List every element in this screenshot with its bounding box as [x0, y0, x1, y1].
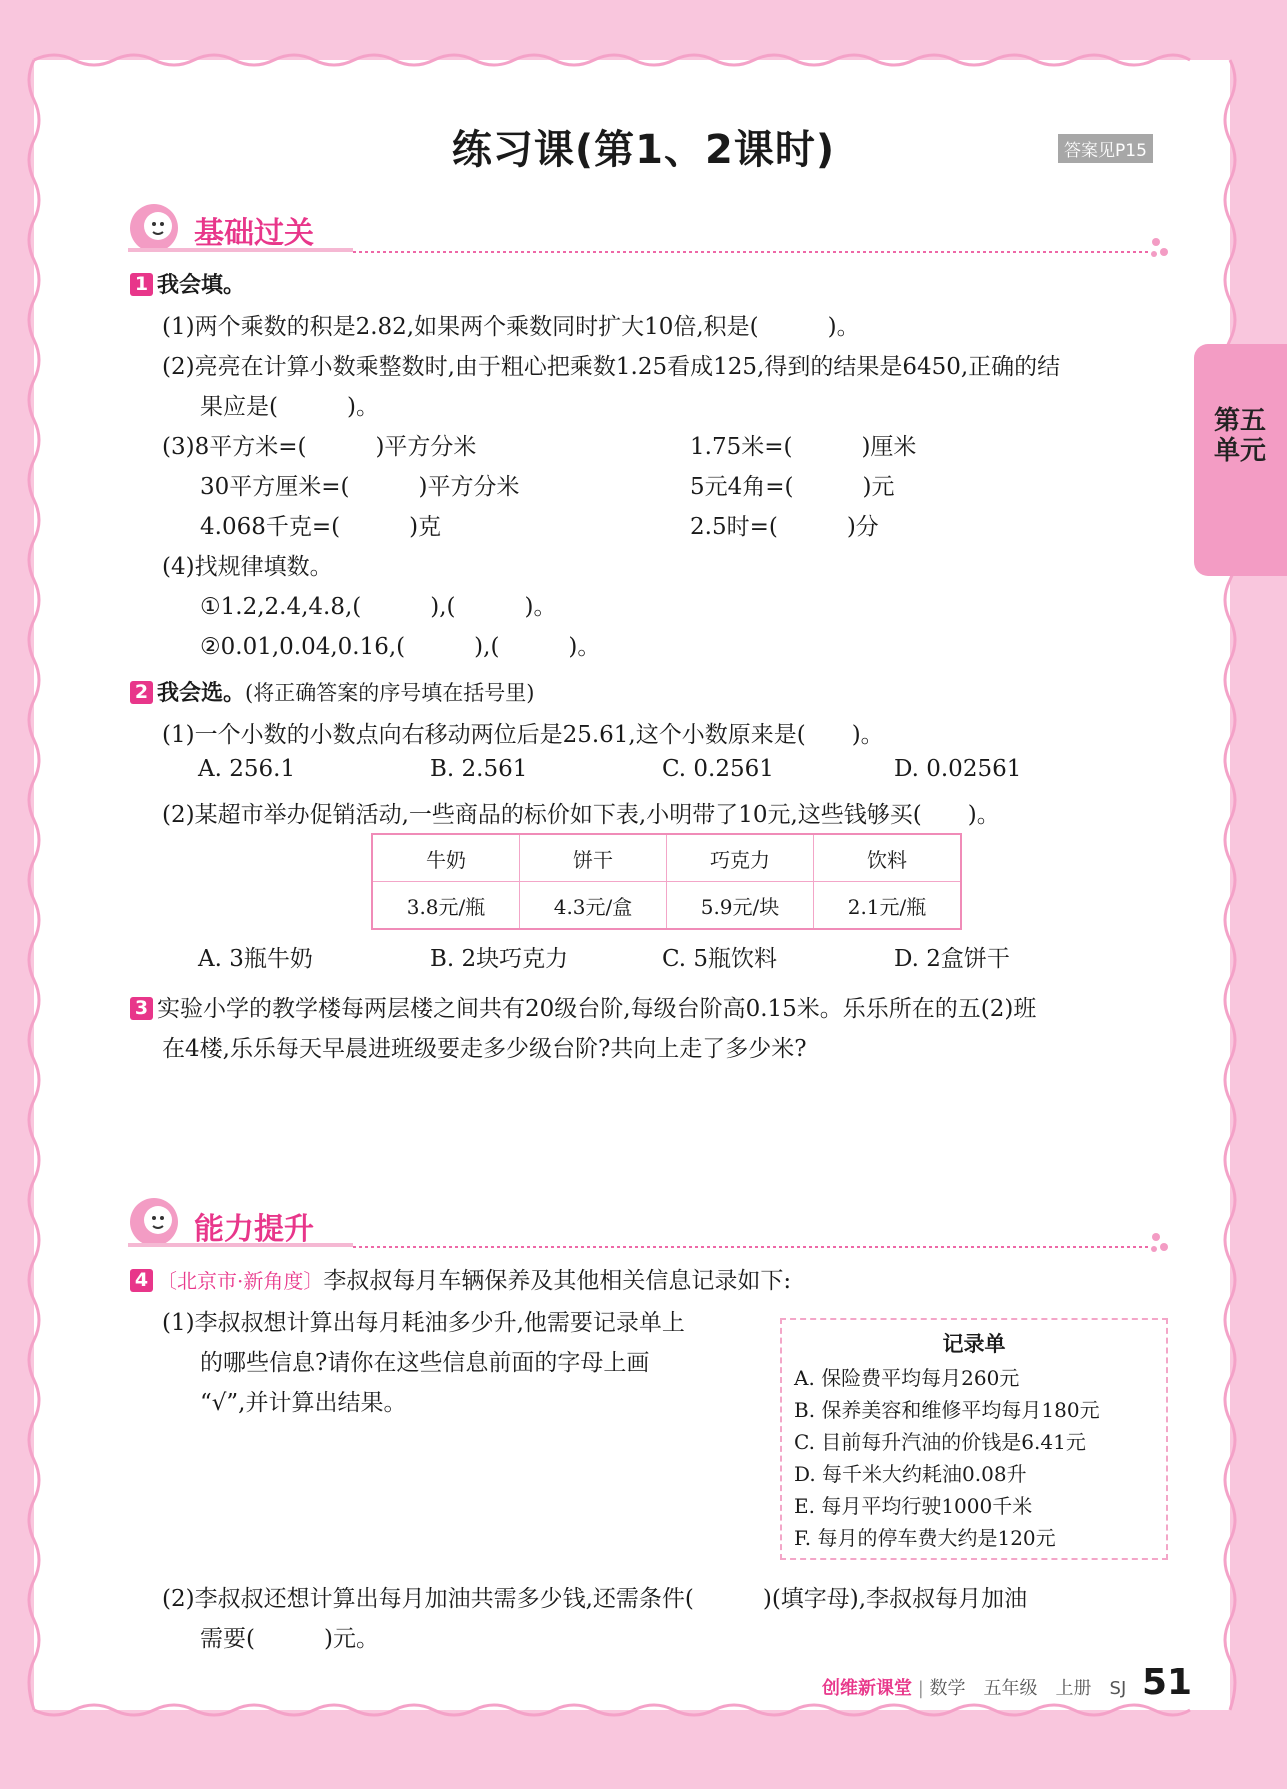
table-row — [372, 882, 961, 930]
question-1-title: 我会填。 — [157, 273, 246, 298]
mascot-icon — [128, 202, 180, 254]
unit-side-tab-label: 第五单元 — [1213, 406, 1266, 466]
page-title: 练习课(第1、2课时) — [451, 127, 836, 173]
q1-part1: (1)两个乘数的积是2.82,如果两个乘数同时扩大10倍,积是( )。 — [162, 314, 860, 340]
price-table — [371, 833, 962, 930]
q4-part1-line3: “√”,并计算出结果。 — [200, 1390, 407, 1416]
question-3-line2: 在4楼,乐乐每天早晨进班级要走多少级台阶?共向上走了多少米? — [162, 1036, 807, 1062]
footer-brand: 创维新课堂 — [822, 1678, 912, 1699]
page-number: 51 — [1142, 1662, 1193, 1703]
q2-part1-option-b: B. 2.561 — [430, 756, 528, 782]
q1-part3-a: (3)8平方米=( )平方分米 — [162, 434, 477, 460]
table-cell: 5.9元/块 — [667, 882, 814, 930]
q2-part1-option-a: A. 256.1 — [198, 756, 296, 782]
q1-part4: (4)找规律填数。 — [162, 554, 333, 580]
table-cell: 2.1元/瓶 — [814, 882, 962, 930]
question-2-note: (将正确答案的序号填在括号里) — [245, 681, 535, 705]
mascot-icon — [128, 1196, 180, 1248]
footer-course-info: 数学 五年级 上册 SJ — [929, 1678, 1127, 1699]
question-number-badge: 3 — [130, 997, 153, 1020]
q1-part3-d: 5元4角=( )元 — [690, 474, 895, 500]
record-sheet — [780, 1318, 1168, 1560]
section-divider — [128, 248, 1170, 260]
table-cell: 牛奶 — [372, 834, 520, 882]
question-4-tag: 〔北京市·新角度〕 — [157, 1269, 324, 1293]
record-item: C. 目前每升汽油的价钱是6.41元 — [794, 1430, 1086, 1454]
question-3-line1 — [130, 990, 1036, 1023]
q2-part2-option-d: D. 2盒饼干 — [894, 946, 1010, 972]
table-cell: 巧克力 — [667, 834, 814, 882]
section-title-advanced: 能力提升 — [194, 1212, 314, 1247]
q1-part3-e: 4.068千克=( )克 — [200, 514, 442, 540]
q4-part2-line2: 需要( )元。 — [200, 1626, 379, 1652]
question-2-title: 我会选。 — [157, 681, 246, 706]
q1-part3-f: 2.5时=( )分 — [690, 514, 879, 540]
q2-part2-option-b: B. 2块巧克力 — [430, 946, 569, 972]
q2-part2: (2)某超市举办促销活动,一些商品的标价如下表,小明带了10元,这些钱够买( )。 — [162, 802, 1000, 828]
record-item: D. 每千米大约耗油0.08升 — [794, 1462, 1027, 1486]
table-cell: 饼干 — [520, 834, 667, 882]
q2-part2-option-a: A. 3瓶牛奶 — [198, 946, 313, 972]
q1-part4-b: ②0.01,0.04,0.16,( ),( )。 — [200, 634, 601, 660]
record-item: E. 每月平均行驶1000千米 — [794, 1494, 1033, 1518]
footer-info: 创维新课堂 | 数学 五年级 上册 SJ — [822, 1678, 1127, 1699]
q4-part1-line1: (1)李叔叔想计算出每月耗油多少升,他需要记录单上 — [162, 1310, 685, 1336]
table-cell: 4.3元/盒 — [520, 882, 667, 930]
question-number-badge: 2 — [130, 681, 153, 704]
q1-part3-b: 1.75米=( )厘米 — [690, 434, 917, 460]
unit-side-tab — [1194, 344, 1287, 576]
q2-part1-option-d: D. 0.02561 — [894, 756, 1022, 782]
q4-part1-line2: 的哪些信息?请你在这些信息前面的字母上画 — [200, 1350, 650, 1376]
record-sheet-title: 记录单 — [942, 1332, 1006, 1356]
record-item: A. 保险费平均每月260元 — [794, 1366, 1020, 1390]
record-item: F. 每月的停车费大约是120元 — [794, 1526, 1056, 1550]
q2-part2-option-c: C. 5瓶饮料 — [662, 946, 778, 972]
q1-part2-line2: 果应是( )。 — [200, 394, 379, 420]
q1-part2-line1: (2)亮亮在计算小数乘整数时,由于粗心把乘数1.25看成125,得到的结果是6450,正确的结 — [162, 354, 1061, 380]
section-title-basic: 基础过关 — [194, 216, 314, 251]
section-divider — [128, 1243, 1170, 1255]
question-number-badge: 4 — [130, 1269, 153, 1292]
question-1-header — [130, 268, 245, 299]
q2-part1-option-c: C. 0.2561 — [662, 756, 774, 782]
q4-part2-line1: (2)李叔叔还想计算出每月加油共需多少钱,还需条件( )(填字母),李叔叔每月加油 — [162, 1586, 1028, 1612]
table-cell: 3.8元/瓶 — [372, 882, 520, 930]
table-cell: 饮料 — [814, 834, 962, 882]
question-2-header — [130, 676, 534, 707]
question-4-text: 李叔叔每月车辆保养及其他相关信息记录如下: — [323, 1268, 792, 1294]
q2-part1: (1)一个小数的小数点向右移动两位后是25.61,这个小数原来是( )。 — [162, 722, 884, 748]
table-header-row — [372, 834, 961, 882]
question-4-header — [130, 1262, 791, 1295]
question-3-text: 实验小学的教学楼每两层楼之间共有20级台阶,每级台阶高0.15米。乐乐所在的五(2)班 — [157, 996, 1037, 1022]
record-item: B. 保养美容和维修平均每月180元 — [794, 1398, 1100, 1422]
answer-reference: 答案见P15 — [1058, 134, 1153, 163]
q1-part3-c: 30平方厘米=( )平方分米 — [200, 474, 520, 500]
q1-part4-a: ①1.2,2.4,4.8,( ),( )。 — [200, 594, 557, 620]
question-number-badge: 1 — [130, 273, 153, 296]
